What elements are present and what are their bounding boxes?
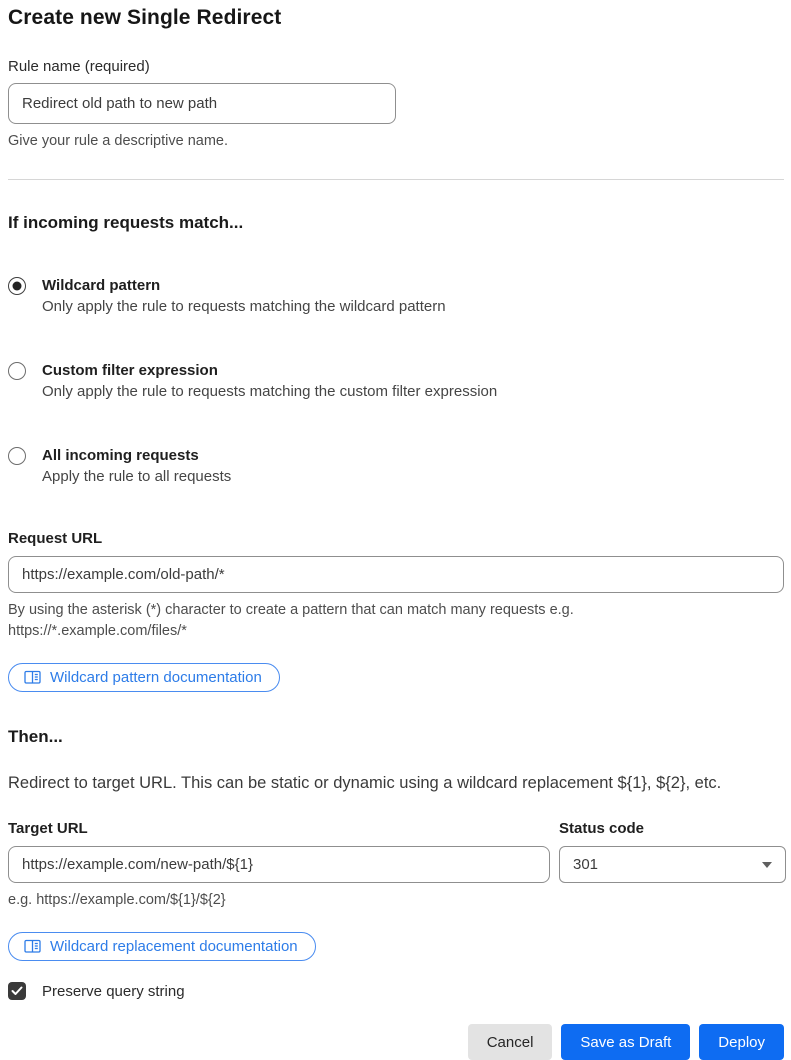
open-book-icon — [24, 939, 41, 954]
status-code-label: Status code — [559, 820, 645, 837]
request-url-input[interactable] — [8, 556, 784, 593]
rule-name-label: Rule name (required) — [8, 58, 150, 75]
cancel-button[interactable]: Cancel — [468, 1024, 553, 1060]
target-url-input[interactable] — [8, 846, 550, 883]
caret-down-icon — [762, 862, 772, 868]
request-url-label: Request URL — [8, 530, 103, 547]
wildcard-pattern-documentation-button[interactable] — [8, 663, 280, 692]
footer-action-bar — [8, 1024, 784, 1060]
page-title: Create new Single Redirect — [8, 6, 282, 29]
match-section-heading: If incoming requests match... — [8, 213, 244, 232]
preserve-query-string-row[interactable] — [8, 982, 784, 1000]
then-section-heading: Then... — [8, 727, 63, 746]
radio-option-label: Wildcard pattern — [42, 277, 161, 294]
match-type-radio-group — [8, 275, 784, 488]
radio-button-icon[interactable] — [8, 362, 26, 380]
checkbox-checked-icon[interactable] — [8, 982, 26, 1000]
radio-button-icon[interactable] — [8, 277, 26, 295]
radio-button-icon[interactable] — [8, 447, 26, 465]
status-code-select[interactable] — [559, 846, 786, 883]
rule-name-help: Give your rule a descriptive name. — [8, 133, 229, 149]
radio-option-label: Custom filter expression — [42, 362, 218, 379]
radio-option-description: Only apply the rule to requests matching the wildcard pattern — [42, 298, 446, 315]
radio-option-label: All incoming requests — [42, 447, 199, 464]
status-code-selected-value: 301 — [573, 856, 599, 873]
radio-option-description: Apply the rule to all requests — [42, 468, 232, 485]
rule-name-input[interactable] — [8, 83, 396, 124]
preserve-query-string-label: Preserve query string — [42, 982, 185, 1000]
doc-button-label: Wildcard pattern documentation — [50, 668, 262, 686]
wildcard-replacement-documentation-button[interactable] — [8, 932, 316, 961]
open-book-icon — [24, 670, 41, 685]
then-section-description: Redirect to target URL. This can be static or dynamic using a wildcard replacement ${1}, ${2}, etc. — [8, 774, 722, 792]
radio-option-custom-filter-expression[interactable] — [8, 360, 784, 403]
doc-button-label: Wildcard replacement documentation — [50, 937, 298, 955]
request-url-help: By using the asterisk (*) character to create a pattern that can match many requests e.g. https://*.example.com/files/* — [8, 602, 574, 639]
target-url-help: e.g. https://example.com/${1}/${2} — [8, 892, 226, 908]
radio-option-all-incoming-requests[interactable] — [8, 445, 784, 488]
radio-option-description: Only apply the rule to requests matching the custom filter expression — [42, 383, 498, 400]
radio-option-wildcard-pattern[interactable] — [8, 275, 784, 318]
deploy-button[interactable]: Deploy — [699, 1024, 784, 1060]
target-url-status-row — [8, 820, 784, 911]
target-url-label: Target URL — [8, 820, 88, 837]
section-divider — [8, 179, 784, 180]
save-as-draft-button[interactable]: Save as Draft — [561, 1024, 690, 1060]
